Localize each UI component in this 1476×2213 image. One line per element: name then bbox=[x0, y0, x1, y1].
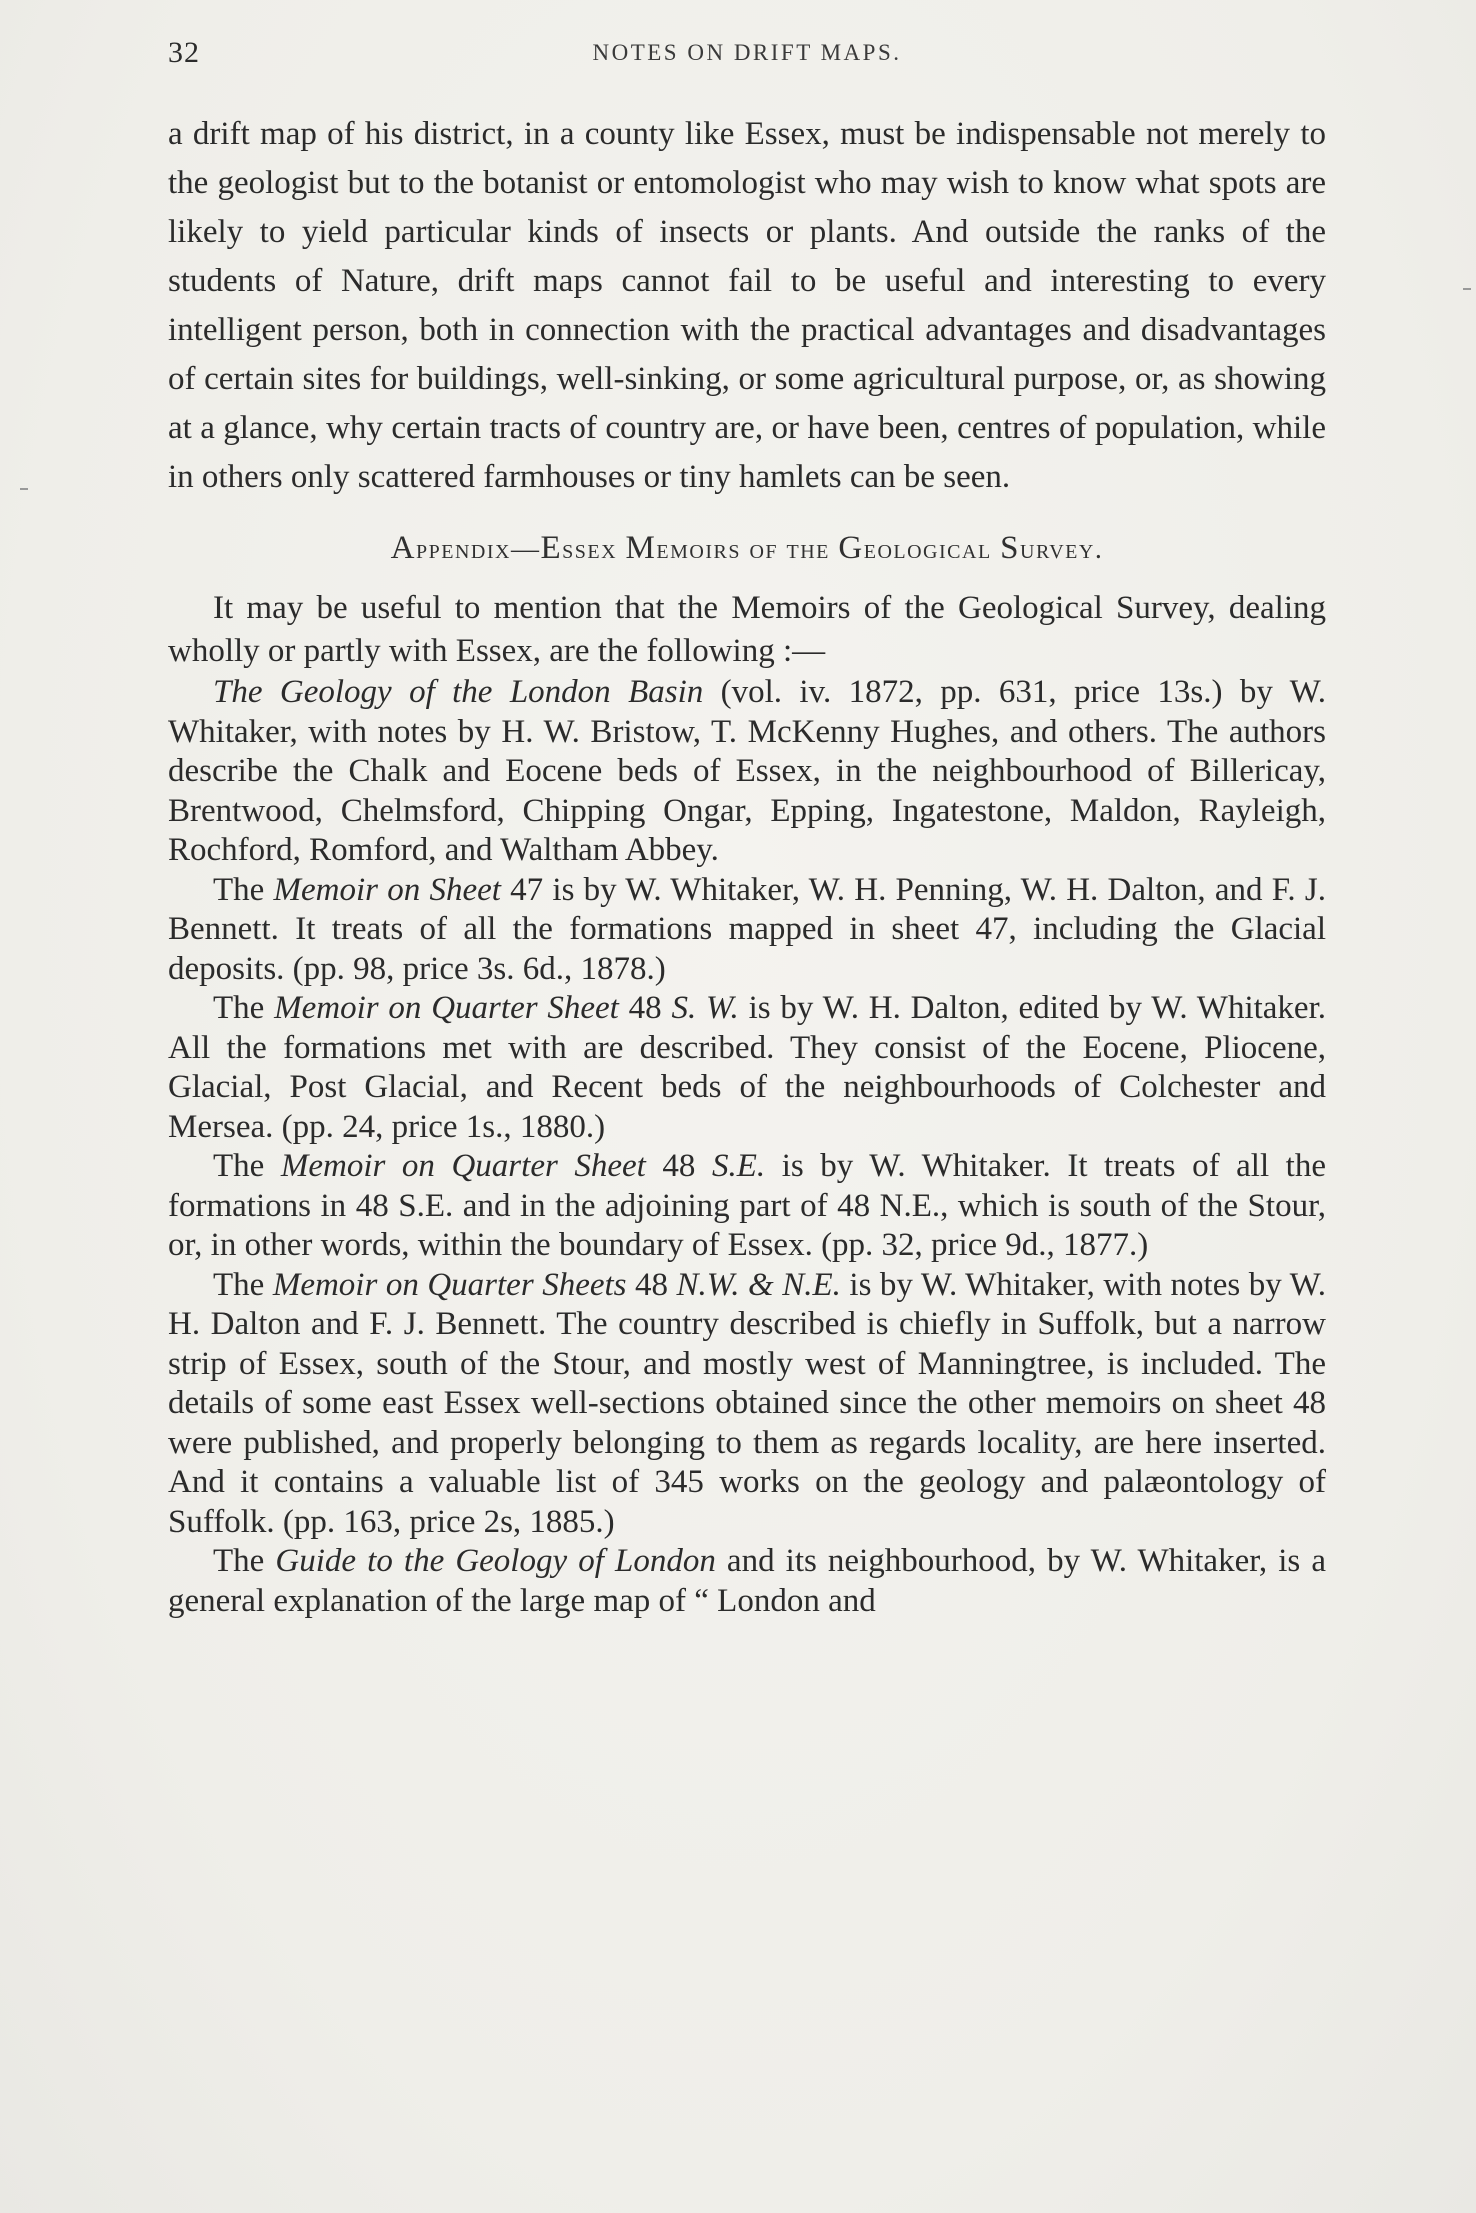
sheet-designation: S. W. bbox=[671, 990, 739, 1026]
page-header bbox=[168, 36, 1326, 76]
memoir-title: Memoir on Quarter Sheet bbox=[274, 990, 619, 1026]
memoir-entry-48-se: The Memoir on Quarter Sheet 48 S.E. is by W. Whitaker. It treats of all the formations in 48 S.E. and in the adjoining part of 48 N.E., which is south of the Stour, or, in other words, within the boundary of Essex. (pp. 32, price 9d., 1877.) bbox=[168, 1148, 1326, 1263]
guide-title: Guide to the Geology of London bbox=[275, 1543, 716, 1579]
sheet-designation: S.E. bbox=[711, 1148, 766, 1184]
guide-entry-london: The Guide to the Geology of London and its neighbourhood, by W. Whitaker, is a general explanation of the large map of “ London and bbox=[168, 1543, 1326, 1619]
memoir-entry-48-sw: The Memoir on Quarter Sheet 48 S. W. is by W. H. Dalton, edited by W. Whitaker. All the formations met with are described. They consist of the Eocene, Pliocene, Glacial, Post Glacial, and Recent beds of the neighbourhoods of Colchester and Mersea. (pp. 24, price 1s., 1880.) bbox=[168, 990, 1326, 1145]
margin-mark bbox=[20, 488, 28, 490]
memoir-title: The Geology of the London Basin bbox=[213, 674, 704, 710]
margin-mark bbox=[1463, 288, 1471, 290]
memoir-title: Memoir on Quarter Sheets bbox=[272, 1266, 627, 1303]
memoir-entry-london-basin: The Geology of the London Basin (vol. iv. 1872, pp. 631, price 13s.) by W. Whitaker, with notes by H. W. Bristow, T. McKenny Hughes, and others. The authors describe the Chalk and Eocene beds of Essex, in the neighbourhood of Billericay, Brentwood, Chelmsford, Chipping Ongar, Epping, Ingatestone, Maldon, Rayleigh, Rochford, Romford, and Waltham Abbey. bbox=[168, 674, 1326, 868]
memoir-title: Memoir on Quarter Sheet bbox=[280, 1148, 646, 1184]
appendix-heading: Appendix—Essex Memoirs of the Geological Survey. bbox=[390, 530, 1104, 566]
running-head: NOTES ON DRIFT MAPS. bbox=[592, 40, 902, 65]
sheet-designation: N.W. & N.E. bbox=[676, 1266, 841, 1303]
memoir-entry-48-nw-ne: The Memoir on Quarter Sheets 48 N.W. & N.E. is by W. Whitaker, with notes by W. H. Dalton and F. J. Bennett. The country described is chiefly in Suffolk, but a narrow strip of Essex, south of the Stour, and mostly west of Manningtree, is included. The details of some east Essex well-sections obtained since the other memoirs on sheet 48 were published, and properly belonging to them as regards locality, are here inserted. And it contains a valuable list of 345 works on the geology and palæontology of Suffolk. (pp. 163, price 2s, 1885.) bbox=[168, 1266, 1327, 1540]
memoir-title: Memoir on Sheet bbox=[273, 871, 501, 908]
memoir-entry-sheet-47: The Memoir on Sheet 47 is by W. Whitaker, W. H. Penning, W. H. Dalton, and F. J. Bennett. It treats of all the formations mapped in sheet 47, including the Glacial deposits. (pp. 98, price 3s. 6d., 1878.) bbox=[168, 871, 1326, 987]
page-body bbox=[168, 110, 1326, 1621]
page-number: 32 bbox=[168, 36, 200, 69]
appendix-intro: It may be useful to mention that the Memoirs of the Geological Survey, dealing wholly or partly with Essex, are the following :— bbox=[168, 590, 1326, 669]
paragraph-drift-maps: a drift map of his district, in a county like Essex, must be indispensable not merely to the geologist but to the botanist or entomologist who may wish to know what spots are likely to yield particular kinds of insects or plants. And outside the ranks of the students of Nature, drift maps cannot fail to be useful and interesting to every intelligent person, both in connection with the practical advantages and disadvantages of certain sites for buildings, well-sinking, or some agricultural purpose, or, as showing at a glance, why certain tracts of country are, or have been, centres of population, while in others only scattered farmhouses or tiny hamlets can be seen. bbox=[168, 116, 1326, 495]
